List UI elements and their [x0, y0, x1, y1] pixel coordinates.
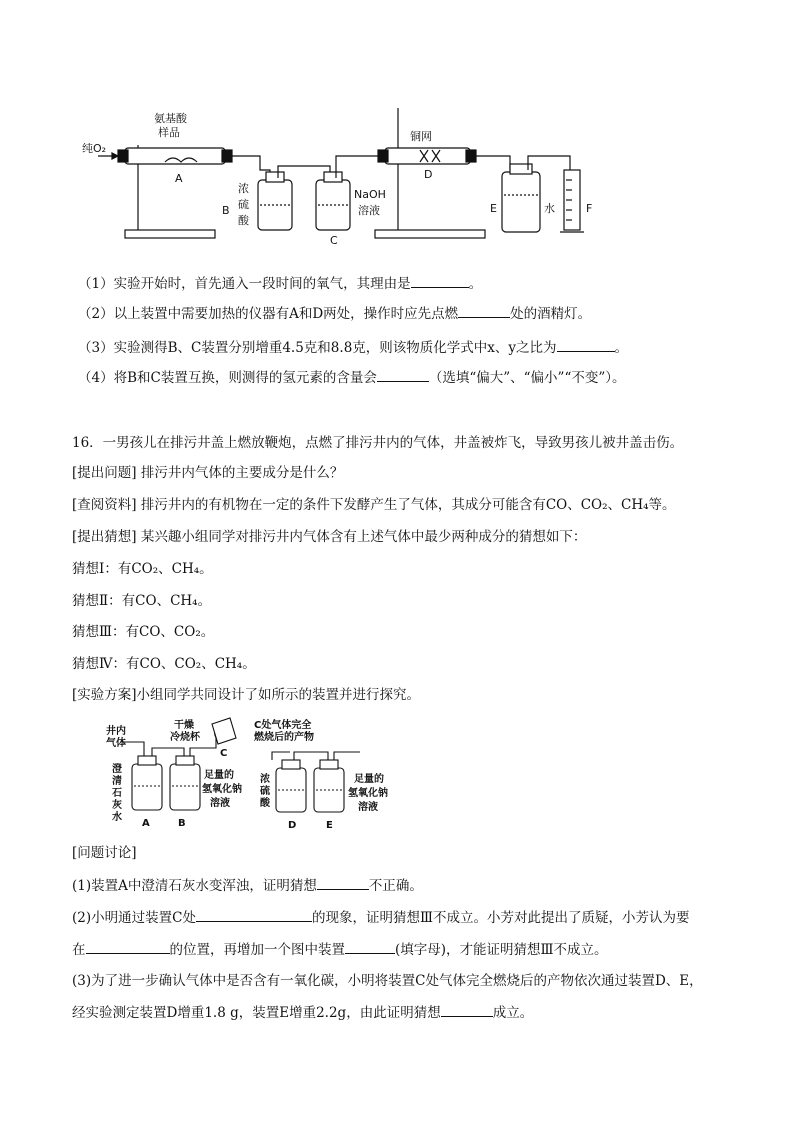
label-lime1: 澄: [112, 764, 122, 775]
label-E: E: [490, 202, 497, 215]
answer-blank[interactable]: [411, 274, 469, 288]
label-naoh3: 溶液: [210, 798, 230, 809]
label-lime5: 水: [112, 812, 122, 823]
q15-item-2: （2）以上装置中需要加热的仪器有A和D两处，操作时应先点燃 处的酒精灯。: [78, 306, 592, 322]
label-D2: D: [288, 820, 297, 831]
label-naoh1: NaOH: [354, 188, 386, 201]
label-B: B: [222, 204, 230, 217]
q16-guess-4: 猜想Ⅳ：有CO、CO₂、CH₄。: [72, 656, 256, 672]
apparatus-figure-2: [104, 716, 424, 832]
answer-blank[interactable]: [557, 338, 615, 352]
label-naohb2: 氢氧化钠: [348, 788, 388, 799]
label-water: 水: [544, 202, 555, 215]
label-naohb3: 溶液: [358, 802, 378, 813]
label-gas1: 井内: [106, 726, 126, 737]
label-A2: A: [142, 818, 150, 829]
label-amino2: 样品: [158, 126, 180, 139]
label-amino1: 氨基酸: [154, 112, 187, 125]
answer-blank[interactable]: [317, 876, 369, 890]
label-gas2: 气体: [106, 738, 126, 749]
label-D: D: [424, 168, 433, 181]
label-E2: E: [326, 820, 333, 831]
q16-plan: [实验方案]小组同学共同设计了如所示的装置并进行探究。: [72, 687, 421, 703]
label-prod1: C处气体完全: [254, 720, 312, 731]
q15-item-4: （4）将B和C装置互换，则测得的氢元素的含量会 （选填“偏大”、“偏小”“不变”）。: [78, 370, 626, 386]
label-naoh2: 溶液: [358, 204, 380, 217]
q15-item-1: （1）实验开始时，首先通入一段时间的氧气，其理由是 。: [78, 276, 483, 292]
label-acid2: 硫: [238, 198, 249, 211]
label-lime3: 石: [112, 788, 122, 799]
q15-item-3: （3）实验测得B、C装置分别增重4.5克和8.8克，则该物质化学式中x、y之比为 。: [78, 340, 629, 356]
label-lime4: 灰: [112, 800, 122, 811]
answer-blank[interactable]: [458, 304, 510, 318]
answer-blank[interactable]: [86, 940, 170, 954]
q16-guess-1: 猜想Ⅰ：有CO₂、CH₄。: [72, 561, 213, 577]
q16-d3b: 经实验测定装置D增重1.8 g，装置E增重2.2g，由此证明猜想 成立。: [72, 1005, 534, 1021]
label-naohb1: 足量的: [354, 774, 384, 785]
apparatus-figure-1: [80, 100, 600, 245]
label-cup1: 干燥: [174, 720, 194, 731]
label-F: F: [586, 202, 593, 215]
label-cup2: 冷烧杯: [170, 732, 200, 743]
q16-discuss: [问题讨论]: [72, 845, 137, 861]
answer-blank[interactable]: [345, 940, 395, 954]
label-acid3: 酸: [238, 214, 249, 227]
label-C2: C: [220, 748, 228, 759]
q16-intro: 16．一男孩儿在排污井盖上燃放鞭炮，点燃了排污井内的气体，井盖被炸飞，导致男孩儿被井盖击伤。: [72, 435, 684, 451]
label-acid1: 浓: [260, 774, 270, 785]
label-acid2: 硫: [260, 786, 270, 797]
q16-d3a: (3)为了进一步确认气体中是否含有一氧化碳，小明将装置C处气体完全燃烧后的产物依次通过装置D、E，: [72, 973, 703, 989]
label-acid3: 酸: [260, 798, 270, 809]
q16-d2b: 在 的位置，再增加一个图中装置 (填字母)，才能证明猜想Ⅲ不成立。: [72, 942, 608, 958]
label-naoh1: 足量的: [204, 770, 234, 781]
label-acid1: 浓: [238, 182, 249, 195]
q16-d2: (2)小明通过装置C处 的现象，证明猜想Ⅲ不成立。小芳对此提出了质疑，小芳认为要: [72, 910, 690, 926]
q16-info: [查阅资料] 排污井内的有机物在一定的条件下发酵产生了气体，其成分可能含有CO、CO₂、CH₄等。: [72, 497, 676, 513]
label-A: A: [175, 172, 183, 185]
answer-blank[interactable]: [441, 1003, 493, 1017]
q16-guess-3: 猜想Ⅲ：有CO、CO₂。: [72, 624, 215, 640]
label-C: C: [330, 234, 338, 245]
q16-guess-intro: [提出猜想] 某兴趣小组同学对排污井内气体含有上述气体中最少两种成分的猜想如下：: [72, 529, 587, 545]
answer-blank[interactable]: [377, 368, 429, 382]
answer-blank[interactable]: [196, 908, 312, 922]
label-lime2: 清: [112, 776, 122, 787]
q16-d1: (1)装置A中澄清石灰水变浑浊，证明猜想 不正确。: [72, 878, 423, 894]
label-prod2: 燃烧后的产物: [254, 732, 314, 743]
label-cu: 铜网: [410, 130, 432, 143]
q16-question: [提出问题] 排污井内气体的主要成分是什么？: [72, 465, 344, 481]
label-B2: B: [178, 818, 186, 829]
label-o2: 纯O₂: [82, 142, 107, 155]
label-naoh2: 氢氧化钠: [202, 784, 242, 795]
q16-guess-2: 猜想Ⅱ：有CO、CH₄。: [72, 593, 212, 609]
